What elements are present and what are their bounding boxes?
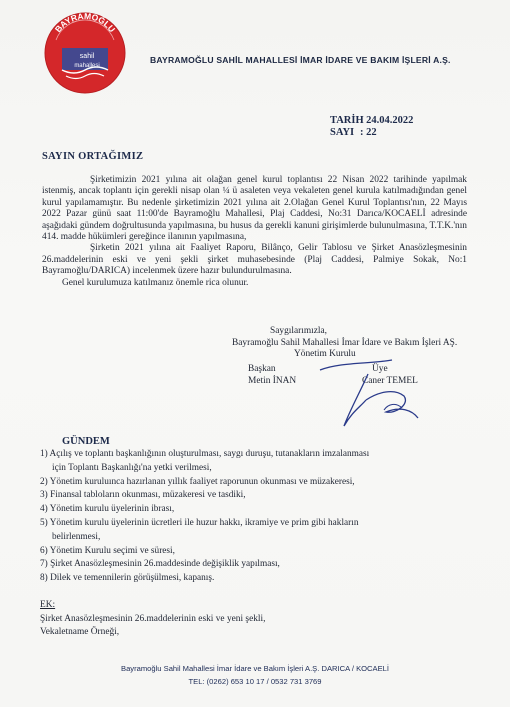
- company-name: BAYRAMOĞLU SAHİL MAHALLESİ İMAR İDARE VE BAKIM İŞLERİ A.Ş.: [150, 55, 451, 65]
- date-row: [330, 115, 413, 127]
- agenda-item: 1) Açılış ve toplantı başkanlığının oluşturulması, saygı duruşu, tutanakların imzalanması için Toplantı Başkanlığı'na yetki verilmesi,: [40, 449, 370, 473]
- closing-board: Yönetim Kurulu: [294, 349, 356, 360]
- paragraph-3: Genel kurulumuza katılmanız önemle rica olunur.: [62, 277, 249, 288]
- paragraph-2: Şirketin 2021 yılına ait Faaliyet Raporu, Bilânço, Gelir Tablosu ve Şirket Anasözleşmesinin 26.maddelerinin eski ve yeni şekli şirket muhasebesinde (Plaj Caddesi, Palmiye Sokak, No:1 Bayramoğlu/DARICA) incelenmek üzere hazır bulundurulmasına.: [42, 243, 467, 277]
- agenda-item: 7) Şirket Anasözleşmesinin 26.maddesinde değişiklik yapılması,: [40, 559, 280, 570]
- number-label: SAYI: [330, 127, 355, 138]
- attachment-item: Şirket Anasözleşmesinin 26.maddelerinin eski ve yeni şekli,: [40, 613, 266, 624]
- footer-address: Bayramoğlu Sahil Mahallesi İmar İdare ve Bakım İşleri A.Ş. DARICA / KOCAELİ: [121, 664, 389, 673]
- document-meta: [330, 115, 413, 139]
- signatory-left-name: Metin İNAN: [248, 375, 297, 386]
- attachments: [40, 599, 265, 640]
- number-row: [330, 127, 413, 139]
- footer-phone: TEL: (0262) 653 10 17 / 0532 731 3769: [188, 677, 322, 686]
- agenda-item: 4) Yönetim kurulu üyelerinin ibrası,: [40, 504, 175, 515]
- agenda-item: 6) Yönetim Kurulu seçimi ve süresi,: [40, 545, 175, 556]
- attachments-label: EK:: [40, 600, 56, 610]
- closing-regards: Saygılarımızla,: [270, 326, 328, 336]
- logo-text-bottom: mahallesi: [74, 63, 100, 69]
- agenda-title: GÜNDEM: [62, 436, 110, 447]
- handwritten-signature: [300, 352, 430, 442]
- number-value: : 22: [360, 127, 377, 138]
- date-label: TARİH: [330, 115, 364, 126]
- agenda-item: 8) Dilek ve temennilerin görüşülmesi, kapanış.: [40, 573, 215, 584]
- agenda-item: 5) Yönetim kurulu üyelerinin ücretleri ile huzur hakkı, ikramiye ve prim gibi hakların belirlenmesi,: [40, 517, 359, 542]
- letter-body: [42, 175, 467, 289]
- salutation: SAYIN ORTAĞIMIZ: [42, 151, 144, 162]
- agenda-item: 2) Yönetim kuruluınca hazırlanan yıllık faaliyet raporunun okunması ve müzakeresi,: [40, 476, 355, 487]
- signatory-right-name: Caner TEMEL: [362, 375, 418, 386]
- signatory-right-title: Üye: [372, 364, 388, 374]
- date-value: : 24.04.2022: [360, 115, 414, 126]
- logo-text-top: BAYRAMOĞLU: [52, 10, 118, 35]
- company-logo: [42, 10, 128, 96]
- closing-company: Bayramoğlu Sahil Mahallesi İmar İdare ve Bakım İşleri AŞ.: [232, 337, 458, 348]
- attachment-item: Vekaletname Örneği,: [40, 627, 120, 637]
- signatory-left: [248, 364, 296, 387]
- paragraph-1: Şirketimizin 2021 yılına ait olağan genel kurul toplantısı 22 Nisan 2022 tarihinde yapılmak istenmiş, ancak toplantı için gerekli nisap olan ¼ ü asaleten veya vekaleten genel kurula katılmadığından genel kurul yapılamamıştır. Bu nedenle şirketimizin 2021 yılına ait 2.Olağan Genel Kurul Toplantısı'nın, 22 Mayıs 2022 Pazar günü saat 11:00'de Bayramoğlu Mahallesi, Plaj Caddesi, No:31 Darıca/KOCAELİ adresinde aşağıdaki gündem doğrultusunda yapılmasına, bu husus da gerekli kanuni girişimlerde bulunulmasına, T.T.K.'nın 414. madde hükümleri gereğince ilanının yapılmasına,: [42, 175, 467, 243]
- agenda-item: 3) Finansal tabloların okunması, müzakeresi ve tasdiki,: [40, 490, 246, 501]
- logo-text-mid: sahil: [79, 53, 95, 60]
- agenda-list: [40, 448, 480, 586]
- signatory-left-title: Başkan: [248, 364, 276, 374]
